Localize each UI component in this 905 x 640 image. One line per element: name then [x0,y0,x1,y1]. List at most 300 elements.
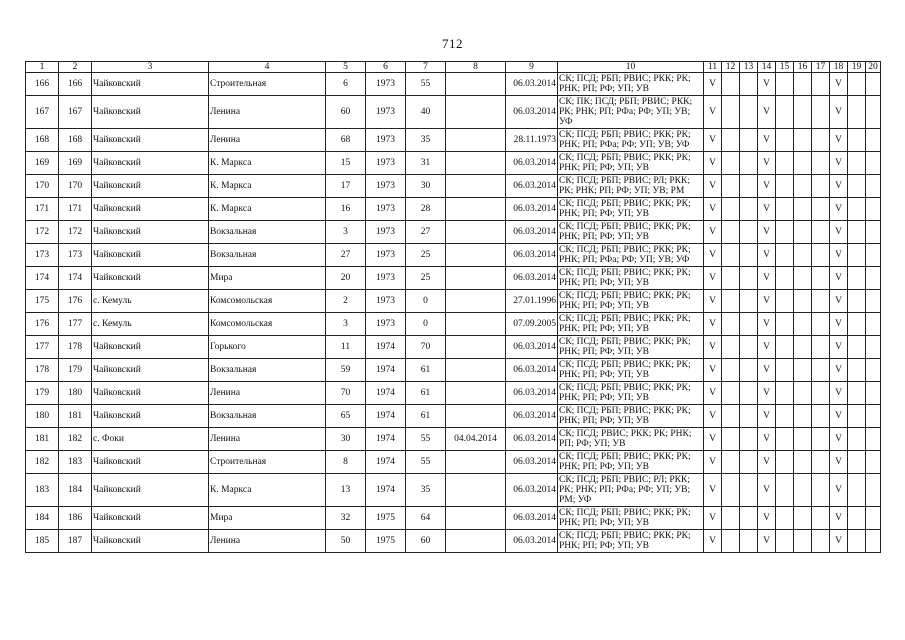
row-number-cell: 181 [26,428,59,451]
column-number-row [26,62,881,73]
house-number-cell: 2 [326,290,366,313]
empty-mark-cell [794,530,812,553]
empty-mark-cell [776,198,794,221]
empty-mark-cell [722,507,740,530]
table-row [26,336,881,359]
column-header: 14 [758,62,776,73]
empty-mark-cell [794,382,812,405]
codes-cell: СК; ПСД; РБП; РВИС; РЛ; РКК; РК; РНК; РП; РФа; РФ; УП; УВ; РМ; УФ [558,474,704,507]
empty-mark-cell [848,507,866,530]
codes-cell: СК; ПСД; РБП; РВИС; РКК; РК; РНК; РП; РФ; УП; УВ [558,267,704,290]
extra-date-cell [446,244,506,267]
table-row [26,152,881,175]
street-cell: Вокзальная [209,359,326,382]
extra-date-cell [446,267,506,290]
check-mark-cell: V [704,336,722,359]
check-mark-cell: V [758,267,776,290]
empty-mark-cell [722,129,740,152]
check-mark-cell: V [758,198,776,221]
extra-date-cell [446,474,506,507]
empty-mark-cell [740,359,758,382]
street-cell: К. Маркса [209,198,326,221]
check-mark-cell: V [830,359,848,382]
codes-cell: СК; ПСД; РБП; РВИС; РКК; РК; РНК; РП; РФ; УП; УВ [558,451,704,474]
empty-mark-cell [848,175,866,198]
locality-cell: Чайковский [92,129,209,152]
empty-mark-cell [794,474,812,507]
year-cell: 1973 [366,290,406,313]
empty-mark-cell [794,405,812,428]
empty-mark-cell [794,175,812,198]
empty-mark-cell [740,382,758,405]
empty-mark-cell [740,290,758,313]
street-cell: Строительная [209,73,326,96]
locality-cell: Чайковский [92,507,209,530]
check-mark-cell: V [830,175,848,198]
street-cell: Вокзальная [209,405,326,428]
empty-mark-cell [722,451,740,474]
check-mark-cell: V [830,152,848,175]
locality-cell: Чайковский [92,198,209,221]
empty-mark-cell [866,198,881,221]
street-cell: К. Маркса [209,474,326,507]
locality-cell: с. Кемуль [92,290,209,313]
date-cell: 06.03.2014 [506,507,558,530]
empty-mark-cell [812,221,830,244]
empty-mark-cell [812,451,830,474]
extra-date-cell [446,96,506,129]
check-mark-cell: V [830,313,848,336]
extra-date-cell [446,405,506,428]
locality-cell: с. Кемуль [92,313,209,336]
empty-mark-cell [722,152,740,175]
extra-date-cell [446,175,506,198]
locality-cell: Чайковский [92,530,209,553]
empty-mark-cell [848,313,866,336]
check-mark-cell: V [704,267,722,290]
table-row [26,451,881,474]
year-cell: 1973 [366,175,406,198]
column-header: 7 [406,62,446,73]
table-row [26,96,881,129]
page-number: 712 [442,36,463,51]
table-body [26,73,881,553]
check-mark-cell: V [704,73,722,96]
empty-mark-cell [866,451,881,474]
house-number-cell: 11 [326,336,366,359]
locality-cell: с. Фоки [92,428,209,451]
street-cell: Вокзальная [209,221,326,244]
empty-mark-cell [794,428,812,451]
table-row [26,290,881,313]
value-cell: 25 [406,267,446,290]
check-mark-cell: V [830,428,848,451]
empty-mark-cell [866,530,881,553]
check-mark-cell: V [830,73,848,96]
empty-mark-cell [866,129,881,152]
record-number-cell: 182 [59,428,92,451]
year-cell: 1975 [366,530,406,553]
check-mark-cell: V [830,221,848,244]
row-number-cell: 180 [26,405,59,428]
empty-mark-cell [776,267,794,290]
date-cell: 06.03.2014 [506,152,558,175]
empty-mark-cell [866,474,881,507]
date-cell: 06.03.2014 [506,530,558,553]
check-mark-cell: V [758,313,776,336]
locality-cell: Чайковский [92,73,209,96]
record-number-cell: 180 [59,382,92,405]
date-cell: 06.03.2014 [506,428,558,451]
year-cell: 1973 [366,152,406,175]
value-cell: 35 [406,474,446,507]
check-mark-cell: V [758,152,776,175]
street-cell: Ленина [209,382,326,405]
column-header: 13 [740,62,758,73]
street-cell: Комсомольская [209,290,326,313]
empty-mark-cell [722,530,740,553]
check-mark-cell: V [758,507,776,530]
empty-mark-cell [776,405,794,428]
empty-mark-cell [722,428,740,451]
empty-mark-cell [848,198,866,221]
row-number-cell: 170 [26,175,59,198]
empty-mark-cell [848,474,866,507]
year-cell: 1974 [366,382,406,405]
empty-mark-cell [722,382,740,405]
value-cell: 28 [406,198,446,221]
value-cell: 61 [406,359,446,382]
house-number-cell: 15 [326,152,366,175]
locality-cell: Чайковский [92,474,209,507]
extra-date-cell [446,152,506,175]
extra-date-cell [446,530,506,553]
record-number-cell: 169 [59,152,92,175]
empty-mark-cell [848,451,866,474]
codes-cell: СК; ПСД; РБП; РВИС; РКК; РК; РНК; РП; РФ; УП; УВ [558,382,704,405]
record-number-cell: 184 [59,474,92,507]
column-header: 11 [704,62,722,73]
value-cell: 55 [406,73,446,96]
empty-mark-cell [812,428,830,451]
empty-mark-cell [776,290,794,313]
street-cell: Комсомольская [209,313,326,336]
column-header: 12 [722,62,740,73]
locality-cell: Чайковский [92,336,209,359]
date-cell: 06.03.2014 [506,267,558,290]
codes-cell: СК; ПСД; РБП; РВИС; РКК; РК; РНК; РП; РФ; УП; УВ [558,73,704,96]
year-cell: 1973 [366,96,406,129]
record-number-cell: 186 [59,507,92,530]
check-mark-cell: V [758,359,776,382]
record-number-cell: 171 [59,198,92,221]
extra-date-cell [446,382,506,405]
house-number-cell: 3 [326,221,366,244]
empty-mark-cell [866,221,881,244]
empty-mark-cell [740,129,758,152]
column-header: 5 [326,62,366,73]
row-number-cell: 184 [26,507,59,530]
empty-mark-cell [722,313,740,336]
date-cell: 06.03.2014 [506,451,558,474]
empty-mark-cell [722,73,740,96]
date-cell: 06.03.2014 [506,405,558,428]
check-mark-cell: V [758,530,776,553]
check-mark-cell: V [830,267,848,290]
check-mark-cell: V [758,221,776,244]
record-number-cell: 177 [59,313,92,336]
codes-cell: СК; ПСД; РБП; РВИС; РКК; РК; РНК; РП; РФ; УП; УВ [558,198,704,221]
empty-mark-cell [776,244,794,267]
column-header: 16 [794,62,812,73]
empty-mark-cell [794,451,812,474]
check-mark-cell: V [758,290,776,313]
empty-mark-cell [722,474,740,507]
empty-mark-cell [794,313,812,336]
check-mark-cell: V [830,129,848,152]
codes-cell: СК; ПСД; РБП; РВИС; РЛ; РКК; РК; РНК; РП; РФ; УП; УВ; РМ [558,175,704,198]
table-row [26,507,881,530]
value-cell: 25 [406,244,446,267]
empty-mark-cell [812,198,830,221]
date-cell: 06.03.2014 [506,474,558,507]
locality-cell: Чайковский [92,244,209,267]
street-cell: К. Маркса [209,175,326,198]
empty-mark-cell [812,290,830,313]
house-number-cell: 6 [326,73,366,96]
check-mark-cell: V [704,221,722,244]
row-number-cell: 168 [26,129,59,152]
check-mark-cell: V [830,382,848,405]
check-mark-cell: V [758,73,776,96]
empty-mark-cell [848,405,866,428]
value-cell: 70 [406,336,446,359]
empty-mark-cell [812,507,830,530]
empty-mark-cell [776,451,794,474]
empty-mark-cell [848,96,866,129]
table-row [26,530,881,553]
check-mark-cell: V [704,507,722,530]
check-mark-cell: V [830,530,848,553]
house-number-cell: 20 [326,267,366,290]
date-cell: 06.03.2014 [506,359,558,382]
empty-mark-cell [848,382,866,405]
codes-cell: СК; ПСД; РБП; РВИС; РКК; РК; РНК; РП; РФ; УП; УВ [558,152,704,175]
codes-cell: СК; ПСД; РБП; РВИС; РКК; РК; РНК; РП; РФ; УП; УВ [558,221,704,244]
table-row [26,359,881,382]
empty-mark-cell [722,175,740,198]
empty-mark-cell [776,474,794,507]
empty-mark-cell [740,221,758,244]
house-number-cell: 65 [326,405,366,428]
empty-mark-cell [740,244,758,267]
empty-mark-cell [722,405,740,428]
check-mark-cell: V [704,129,722,152]
extra-date-cell [446,336,506,359]
empty-mark-cell [794,290,812,313]
check-mark-cell: V [704,359,722,382]
house-number-cell: 8 [326,451,366,474]
empty-mark-cell [722,96,740,129]
codes-cell: СК; ПСД; РБП; РВИС; РКК; РК; РНК; РП; РФ; УП; УВ [558,336,704,359]
table-row [26,428,881,451]
check-mark-cell: V [758,129,776,152]
empty-mark-cell [740,267,758,290]
column-header: 1 [26,62,59,73]
empty-mark-cell [794,73,812,96]
check-mark-cell: V [830,451,848,474]
row-number-cell: 167 [26,96,59,129]
table-row [26,244,881,267]
extra-date-cell [446,290,506,313]
empty-mark-cell [866,73,881,96]
empty-mark-cell [776,507,794,530]
record-number-cell: 183 [59,451,92,474]
empty-mark-cell [776,428,794,451]
year-cell: 1973 [366,267,406,290]
empty-mark-cell [866,336,881,359]
check-mark-cell: V [758,382,776,405]
empty-mark-cell [794,221,812,244]
empty-mark-cell [866,428,881,451]
year-cell: 1974 [366,359,406,382]
check-mark-cell: V [704,290,722,313]
empty-mark-cell [776,129,794,152]
date-cell: 07.09.2005 [506,313,558,336]
house-number-cell: 17 [326,175,366,198]
table-row [26,382,881,405]
house-number-cell: 30 [326,428,366,451]
street-cell: Вокзальная [209,244,326,267]
empty-mark-cell [740,405,758,428]
empty-mark-cell [776,359,794,382]
row-number-cell: 178 [26,359,59,382]
extra-date-cell [446,221,506,244]
house-number-cell: 13 [326,474,366,507]
column-header: 8 [446,62,506,73]
row-number-cell: 166 [26,73,59,96]
table-row [26,313,881,336]
locality-cell: Чайковский [92,267,209,290]
empty-mark-cell [848,267,866,290]
empty-mark-cell [740,175,758,198]
street-cell: Горького [209,336,326,359]
codes-cell: СК; ПСД; РБП; РВИС; РКК; РК; РНК; РП; РФ; УП; УВ [558,530,704,553]
extra-date-cell [446,198,506,221]
year-cell: 1973 [366,313,406,336]
column-header: 3 [92,62,209,73]
empty-mark-cell [776,336,794,359]
value-cell: 55 [406,451,446,474]
locality-cell: Чайковский [92,221,209,244]
empty-mark-cell [812,175,830,198]
check-mark-cell: V [830,336,848,359]
record-number-cell: 173 [59,244,92,267]
record-number-cell: 176 [59,290,92,313]
check-mark-cell: V [830,290,848,313]
extra-date-cell [446,359,506,382]
extra-date-cell: 04.04.2014 [446,428,506,451]
column-header: 15 [776,62,794,73]
check-mark-cell: V [758,474,776,507]
empty-mark-cell [866,152,881,175]
value-cell: 64 [406,507,446,530]
extra-date-cell [446,129,506,152]
check-mark-cell: V [758,451,776,474]
check-mark-cell: V [704,244,722,267]
year-cell: 1974 [366,405,406,428]
empty-mark-cell [740,313,758,336]
empty-mark-cell [812,359,830,382]
row-number-cell: 173 [26,244,59,267]
value-cell: 0 [406,290,446,313]
record-number-cell: 166 [59,73,92,96]
check-mark-cell: V [758,336,776,359]
empty-mark-cell [866,175,881,198]
empty-mark-cell [776,175,794,198]
street-cell: Мира [209,267,326,290]
date-cell: 06.03.2014 [506,198,558,221]
street-cell: Мира [209,507,326,530]
value-cell: 55 [406,428,446,451]
house-number-cell: 16 [326,198,366,221]
row-number-cell: 176 [26,313,59,336]
check-mark-cell: V [830,244,848,267]
check-mark-cell: V [758,428,776,451]
empty-mark-cell [866,359,881,382]
empty-mark-cell [722,336,740,359]
empty-mark-cell [848,336,866,359]
empty-mark-cell [722,221,740,244]
empty-mark-cell [812,313,830,336]
locality-cell: Чайковский [92,405,209,428]
extra-date-cell [446,451,506,474]
empty-mark-cell [848,530,866,553]
empty-mark-cell [866,507,881,530]
empty-mark-cell [794,267,812,290]
record-number-cell: 179 [59,359,92,382]
check-mark-cell: V [704,530,722,553]
check-mark-cell: V [704,313,722,336]
check-mark-cell: V [704,405,722,428]
year-cell: 1974 [366,451,406,474]
year-cell: 1973 [366,73,406,96]
empty-mark-cell [776,221,794,244]
locality-cell: Чайковский [92,451,209,474]
codes-cell: СК; ПСД; РБП; РВИС; РКК; РК; РНК; РП; РФ; УП; УВ [558,290,704,313]
codes-cell: СК; ПСД; РБП; РВИС; РКК; РК; РНК; РП; РФ; УП; УВ [558,405,704,428]
year-cell: 1974 [366,474,406,507]
codes-cell: СК; ПК; ПСД; РБП; РВИС; РКК; РК; РНК; РП; РФа; РФ; УП; УВ; УФ [558,96,704,129]
record-number-cell: 174 [59,267,92,290]
value-cell: 30 [406,175,446,198]
empty-mark-cell [776,152,794,175]
house-number-cell: 60 [326,96,366,129]
value-cell: 61 [406,382,446,405]
street-cell: Ленина [209,129,326,152]
empty-mark-cell [848,221,866,244]
empty-mark-cell [794,152,812,175]
column-header: 4 [209,62,326,73]
house-number-cell: 68 [326,129,366,152]
locality-cell: Чайковский [92,96,209,129]
street-cell: Ленина [209,428,326,451]
date-cell: 06.03.2014 [506,221,558,244]
record-number-cell: 187 [59,530,92,553]
record-number-cell: 178 [59,336,92,359]
year-cell: 1975 [366,507,406,530]
value-cell: 35 [406,129,446,152]
